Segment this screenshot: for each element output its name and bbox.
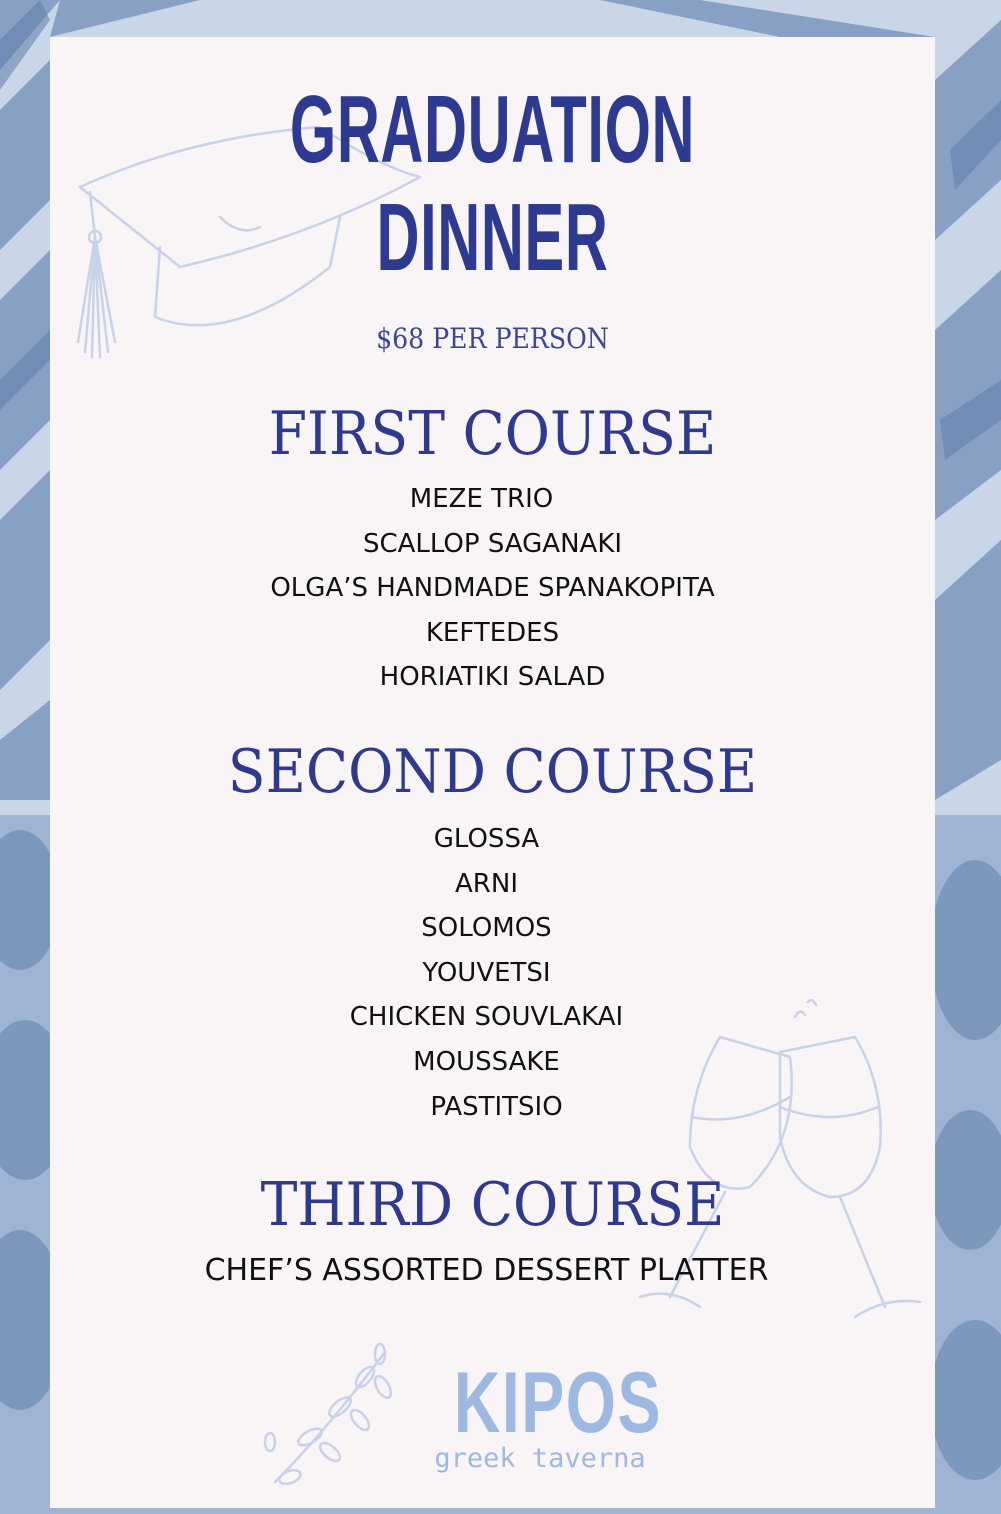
second-course-heading: SECOND COURSE: [227, 737, 758, 807]
menu-item: MEZE TRIO: [409, 484, 554, 514]
menu-item: OLGA’S HANDMADE SPANAKOPITA: [270, 573, 715, 604]
menu-item: ARNI: [455, 868, 518, 899]
menu-item: CHEF’S ASSORTED DESSERT PLATTER: [204, 1253, 769, 1288]
olive-branch-icon: [255, 1342, 405, 1492]
menu-title-line2: DINNER: [376, 184, 609, 291]
menu-item: SOLOMOS: [421, 913, 552, 944]
menu-item: YOUVETSI: [422, 957, 551, 988]
menu-card: [50, 37, 935, 1508]
kipos-logo: KIPOS: [453, 1355, 662, 1451]
second-course-list: [50, 817, 935, 1129]
first-course-list: [50, 477, 935, 700]
first-course-heading: FIRST COURSE: [268, 399, 717, 469]
third-course-list: [50, 1251, 935, 1296]
menu-item: MOUSSAKE: [413, 1046, 560, 1077]
logo-tagline: greek taverna: [434, 1443, 646, 1474]
third-course-heading: THIRD COURSE: [260, 1170, 725, 1240]
price-per-person: $68 PER PERSON: [376, 322, 609, 355]
menu-item: SCALLOP SAGANAKI: [362, 528, 623, 559]
menu-item: PASTITSIO: [430, 1091, 563, 1122]
menu-item: GLOSSA: [433, 824, 540, 854]
menu-item: HORIATIKI SALAD: [379, 662, 606, 693]
menu-title-line1: GRADUATION: [289, 76, 696, 183]
menu-item: CHICKEN SOUVLAKAI: [349, 1002, 624, 1033]
menu-item: KEFTEDES: [425, 617, 560, 648]
